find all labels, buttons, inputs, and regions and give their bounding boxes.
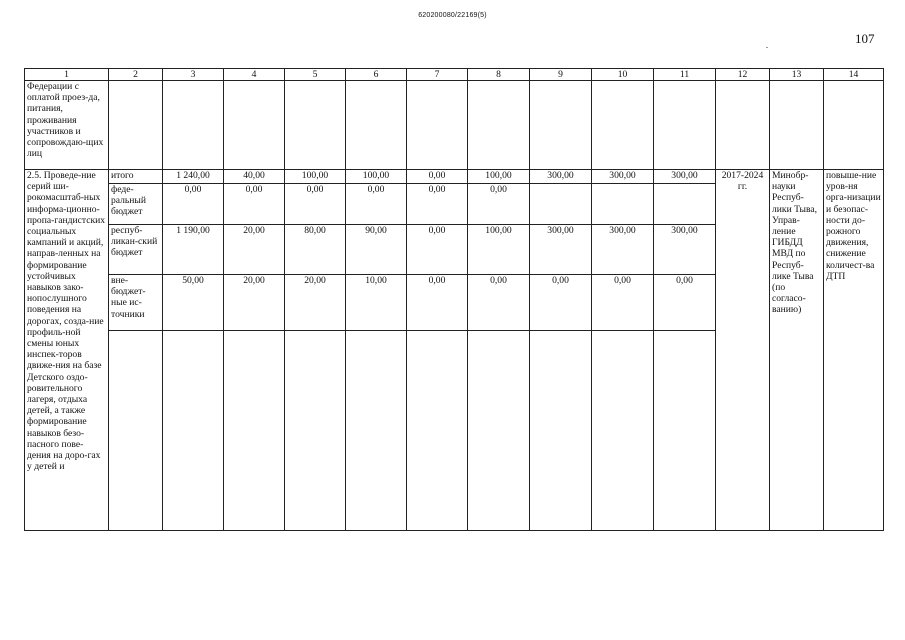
funding-value: 80,00 (285, 225, 346, 275)
program-table (24, 68, 884, 531)
funding-value: 1 190,00 (163, 225, 224, 275)
funding-value: 20,00 (285, 275, 346, 331)
column-number: 5 (285, 69, 346, 81)
funding-source-label: итого (109, 170, 163, 184)
funding-row-total (25, 170, 884, 184)
funding-value: 10,00 (346, 275, 407, 331)
funding-value: 0,00 (468, 184, 530, 225)
column-number: 1 (25, 69, 109, 81)
funding-value: 0,00 (407, 184, 468, 225)
continued-measure-name: Федерации с оплатой проез-да, питания, проживания участников и сопровождаю-щих лиц (25, 81, 109, 170)
funding-value: 0,00 (592, 275, 654, 331)
funding-value (592, 184, 654, 225)
measure-result: повыше-ние уров-ня орга-низации и безопас-ности до-рожного движения, снижение количест-ва ДТП (824, 170, 884, 531)
column-number: 11 (654, 69, 716, 81)
funding-value (530, 184, 592, 225)
funding-value: 300,00 (530, 225, 592, 275)
document-id: 620200080/22169(5) (418, 12, 487, 19)
funding-source-label: феде-ральный бюджет (109, 184, 163, 225)
column-number: 6 (346, 69, 407, 81)
funding-value: 1 240,00 (163, 170, 224, 184)
funding-value: 300,00 (592, 225, 654, 275)
column-number-row (25, 69, 884, 81)
column-number: 12 (716, 69, 770, 81)
funding-value: 0,00 (285, 184, 346, 225)
column-number: 3 (163, 69, 224, 81)
measure-period: 2017-2024 гг. (716, 170, 770, 531)
page-number: 107 (855, 31, 875, 46)
column-number: 4 (224, 69, 285, 81)
funding-value: 0,00 (654, 275, 716, 331)
funding-value: 0,00 (163, 184, 224, 225)
funding-value: 300,00 (654, 170, 716, 184)
funding-value: 100,00 (468, 225, 530, 275)
column-number: 10 (592, 69, 654, 81)
funding-value: 100,00 (346, 170, 407, 184)
funding-value (654, 184, 716, 225)
measure-name: 2.5. Проведе-ние серий ши-рокомасштаб-ных информа-ционно-пропа-гандистских социальных кампаний и акций, направ-ленных на формирование устойчивых навыков зако-нопослушного поведения на дорогах, созда-ние профиль-ной смены юных инспек-торов движе-ния на базе Детского оздо-ровительного лагеря, отдыха детей, а также формирование навыков безо-пасного пове-дения на доро-гах у детей и (25, 170, 109, 531)
funding-value: 0,00 (407, 275, 468, 331)
funding-value: 0,00 (224, 184, 285, 225)
measure-executor: Минобр-науки Респуб-лики Тыва, Управ-ление ГИБДД МВД по Респуб-лике Тыва (по согласо-ванию) (770, 170, 824, 531)
column-number: 7 (407, 69, 468, 81)
column-number: 14 (824, 69, 884, 81)
column-number: 13 (770, 69, 824, 81)
funding-value: 100,00 (468, 170, 530, 184)
column-number: 9 (530, 69, 592, 81)
funding-value: 300,00 (530, 170, 592, 184)
funding-value: 0,00 (346, 184, 407, 225)
funding-value: 0,00 (407, 225, 468, 275)
funding-value: 50,00 (163, 275, 224, 331)
funding-source-label: вне-бюджет-ные ис-точники (109, 275, 163, 331)
funding-value: 300,00 (654, 225, 716, 275)
funding-value: 0,00 (530, 275, 592, 331)
funding-value: 100,00 (285, 170, 346, 184)
funding-value: 0,00 (407, 170, 468, 184)
funding-value: 90,00 (346, 225, 407, 275)
funding-value: 40,00 (224, 170, 285, 184)
funding-value: 20,00 (224, 225, 285, 275)
funding-value: 0,00 (468, 275, 530, 331)
column-number: 2 (109, 69, 163, 81)
column-number: 8 (468, 69, 530, 81)
funding-value: 20,00 (224, 275, 285, 331)
funding-source-label: респуб-ликан-ский бюджет (109, 225, 163, 275)
scan-speck (766, 47, 768, 48)
funding-value: 300,00 (592, 170, 654, 184)
continued-row (25, 81, 884, 170)
